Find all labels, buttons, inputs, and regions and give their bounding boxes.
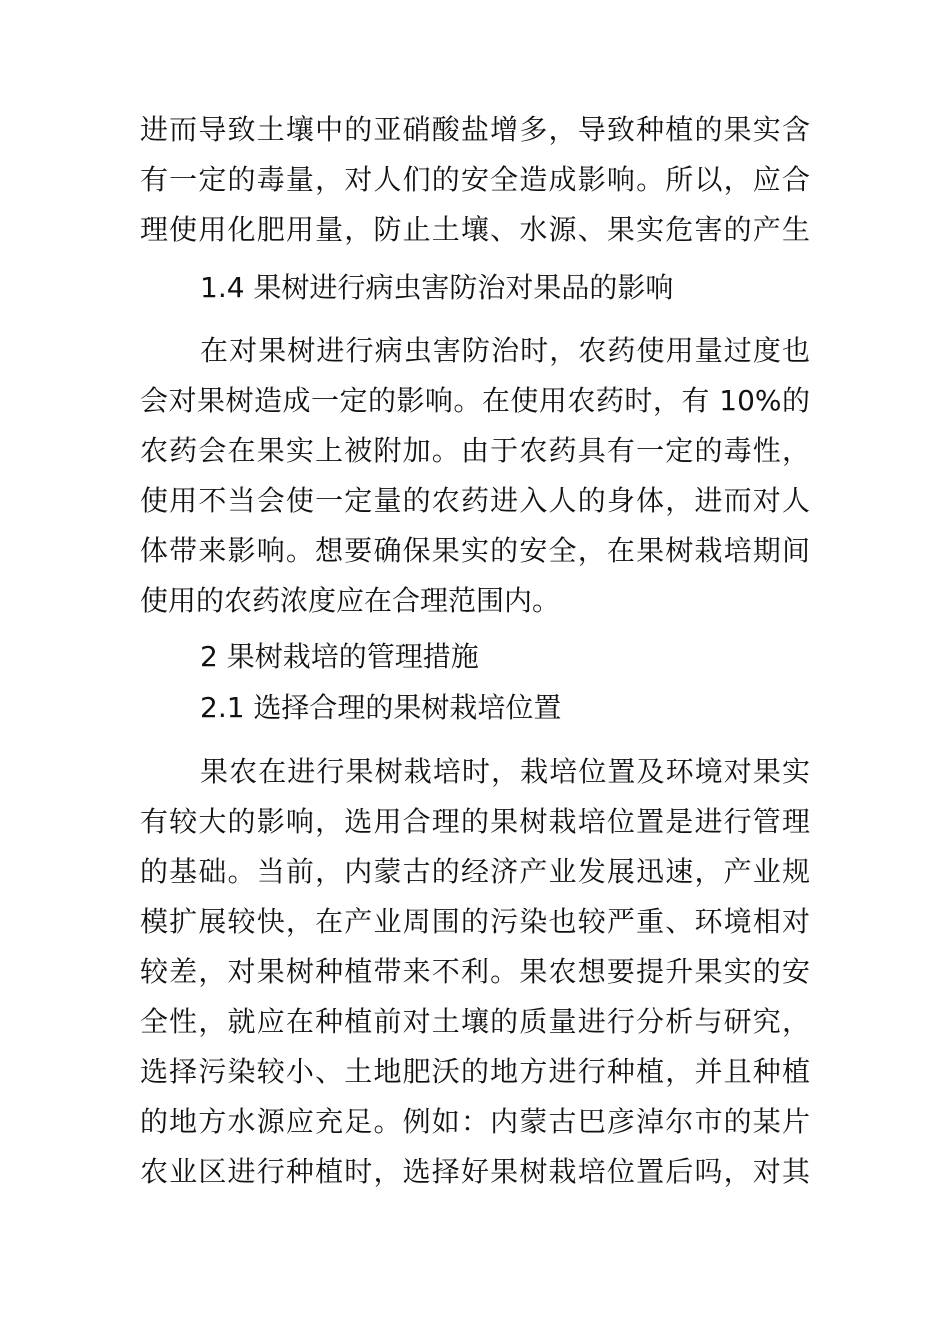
paragraph-1-line-2: 有一定的毒量，对人们的安全造成影响。所以，应合	[140, 163, 810, 196]
paragraph-3-line-2: 有较大的影响，选用合理的果树栽培位置是进行管理	[140, 805, 810, 838]
paragraph-3-line-3: 的基础。当前，内蒙古的经济产业发展迅速，产业规	[140, 855, 810, 888]
paragraph-3-line-4: 模扩展较快，在产业周围的污染也较严重、环境相对	[140, 905, 810, 938]
paragraph-2-line-6: 使用的农药浓度应在合理范围内。	[140, 584, 561, 617]
paragraph-2-line-2: 会对果树造成一定的影响。在使用农药时，有 10%的	[140, 384, 810, 417]
paragraph-2-line-5: 体带来影响。想要确保果实的安全，在果树栽培期间	[140, 534, 810, 567]
section-heading-1-4: 1.4 果树进行病虫害防治对果品的影响	[200, 271, 674, 304]
paragraph-2-line-1: 在对果树进行病虫害防治时，农药使用量过度也	[200, 334, 810, 367]
paragraph-2-line-4: 使用不当会使一定量的农药进入人的身体，进而对人	[140, 484, 810, 517]
section-heading-2: 2 果树栽培的管理措施	[200, 640, 479, 673]
section-heading-2-1: 2.1 选择合理的果树栽培位置	[200, 691, 562, 724]
paragraph-1-line-3: 理使用化肥用量，防止土壤、水源、果实危害的产生	[140, 213, 810, 246]
paragraph-2-line-3: 农药会在果实上被附加。由于农药具有一定的毒性，	[140, 434, 810, 467]
paragraph-3-line-9: 农业区进行种植时，选择好果树栽培位置后吗，对其	[140, 1155, 810, 1188]
paragraph-3-line-8: 的地方水源应充足。例如：内蒙古巴彦淖尔市的某片	[140, 1105, 810, 1138]
paragraph-3-line-6: 全性，就应在种植前对土壤的质量进行分析与研究，	[140, 1005, 810, 1038]
paragraph-3-line-5: 较差，对果树种植带来不利。果农想要提升果实的安	[140, 955, 810, 988]
paragraph-3-line-7: 选择污染较小、土地肥沃的地方进行种植，并且种植	[140, 1055, 810, 1088]
paragraph-3-line-1: 果农在进行果树栽培时，栽培位置及环境对果实	[200, 755, 810, 788]
paragraph-1-line-1: 进而导致土壤中的亚硝酸盐增多，导致种植的果实含	[140, 113, 810, 146]
